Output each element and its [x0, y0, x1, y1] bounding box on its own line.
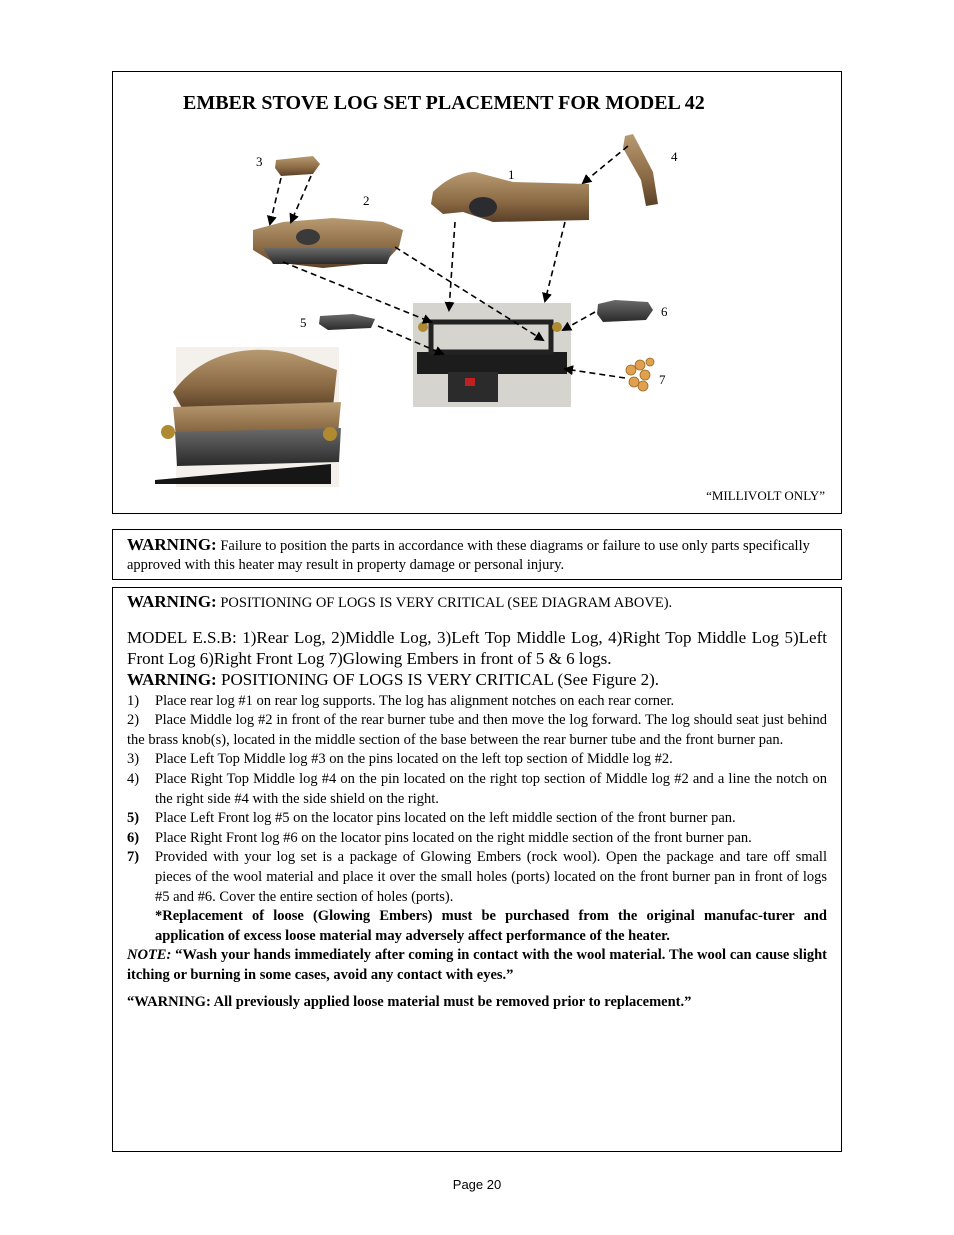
wash-hands-note: NOTE: “Wash your hands immediately after coming in contact with the wool material. The wool can cause slight itching or burning in some cases, avoid any contact with eyes.” [127, 947, 827, 983]
step-4: 4) Place Right Top Middle log #4 on the pin located on the right top section of Middle log #2 and a line the notch on the right side #4 with the side shield on the right. [127, 770, 827, 807]
warning-text-positioning [127, 535, 827, 575]
log-5-image [319, 314, 375, 330]
model-log-list: MODEL E.S.B: 1)Rear Log, 2)Middle Log, 3)Left Top Middle Log, 4)Right Top Middle Log 5)Left Front Log 6)Right Front Log 7)Glowing Embers in front of 5 & 6 logs. [127, 627, 827, 668]
burner-base-image [413, 303, 571, 407]
log-placement-diagram [113, 72, 840, 512]
log-3-image [275, 156, 320, 176]
label-2: 2 [363, 193, 370, 208]
step-7: 7) Provided with your log set is a package of Glowing Embers (rock wool). Open the package and tare off small pieces of the wool material and place it over the small holes (ports) located on the front burner pan in front of logs #5 and #6. Cover the entire section of holes (ports). *Replacement of loose (Glowing Embers) must be purchased from the original manufac-turer and application of excess loose material may adversely affect performance of the heater. [127, 849, 827, 944]
step-3: 3) Place Left Top Middle log #3 on the pins located on the left top section of Middle log #2. [127, 751, 673, 768]
label-3: 3 [256, 154, 263, 169]
log-4-image [623, 134, 658, 206]
warning-body: Failure to position the parts in accordance with these diagrams or failure to use only parts specifically approved with this heater may result in property damage or personal injury. [127, 538, 810, 573]
step-1: 1) Place rear log #1 on rear log supports. The log has alignment notches on each rear corner. [127, 692, 675, 709]
glowing-embers-image [626, 358, 654, 391]
log-2-image [253, 218, 403, 268]
millivolt-only-note: “MILLIVOLT ONLY” [706, 488, 825, 503]
page-number: Page 20 [452, 1177, 502, 1192]
log-placement-diagram-box [112, 71, 842, 514]
label-1: 1 [508, 167, 515, 182]
label-7: 7 [659, 372, 666, 387]
warning-box-positioning [112, 529, 842, 580]
step-6: 6) Place Right Front log #6 on the locator pins located on the right middle section of the front burner pan. [127, 829, 752, 846]
instructions-content [127, 592, 827, 1012]
instructions-box [112, 587, 842, 1152]
step-5: 5) Place Left Front log #5 on the locator pins located on the left middle section of the front burner pan. [127, 810, 736, 827]
installation-steps [127, 692, 827, 947]
log-6-image [597, 300, 653, 322]
loose-material-warning: “WARNING: All previously applied loose material must be removed prior to replacement.” [127, 993, 692, 1010]
critical-warning-heading: WARNING: POSITIONING OF LOGS IS VERY CRITICAL (SEE DIAGRAM ABOVE). [127, 592, 673, 611]
step-2: 2) Place Middle log #2 in front of the rear burner tube and then move the log forward. The log should seat just behind the brass knob(s), located in the middle section of the base between the rear burner tube and the front burner pan. [127, 712, 827, 748]
assembled-log-set-image [155, 347, 341, 487]
warning-label: WARNING: [127, 535, 217, 554]
critical-warning-line: WARNING: POSITIONING OF LOGS IS VERY CRITICAL (See Figure 2). [127, 669, 660, 689]
diagram-title: EMBER STOVE LOG SET PLACEMENT FOR MODEL 42 [183, 92, 705, 114]
label-4: 4 [671, 149, 678, 164]
label-6: 6 [661, 304, 668, 319]
label-5: 5 [300, 315, 307, 330]
